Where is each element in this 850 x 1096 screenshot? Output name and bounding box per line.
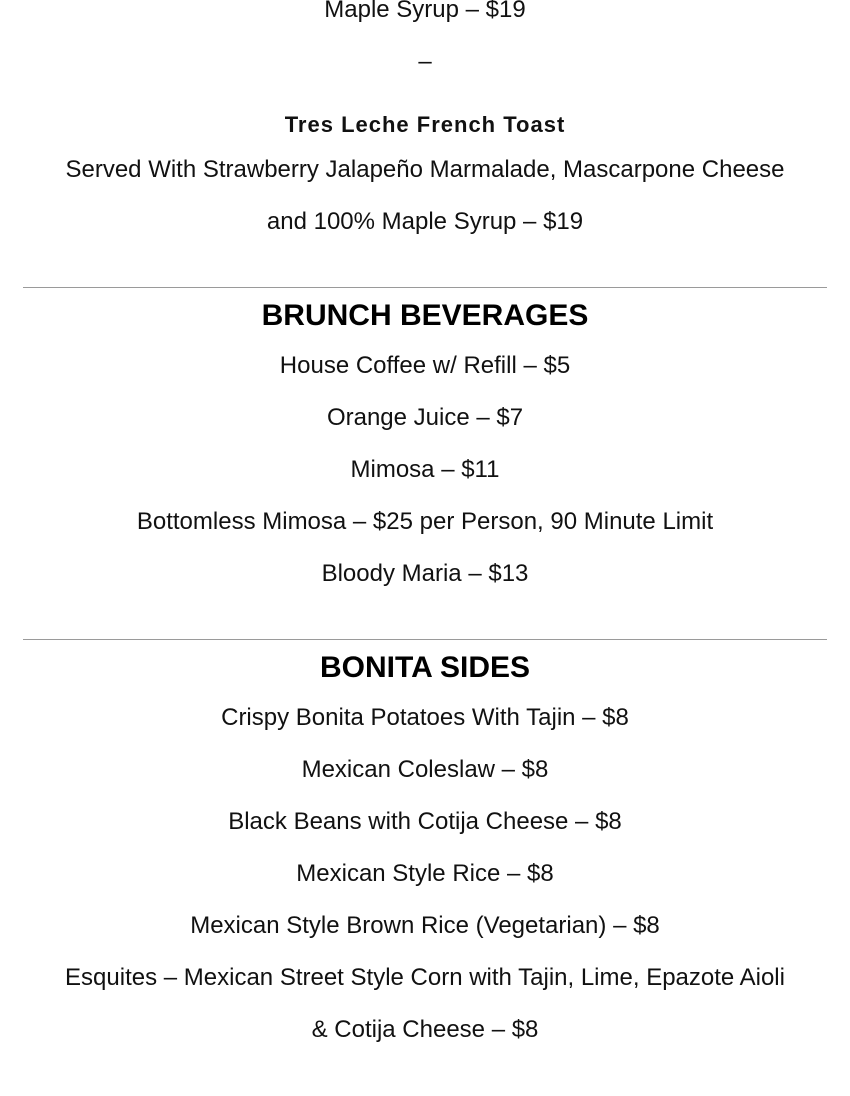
beverage-item: Orange Juice – $7 (326, 404, 524, 431)
section-title-brunch-beverages: BRUNCH BEVERAGES (261, 299, 589, 332)
section-divider (23, 287, 827, 288)
dish-description-line-1: Served With Strawberry Jalapeño Marmalade, Mascarpone Cheese (65, 156, 785, 183)
side-item: Esquites – Mexican Street Style Corn with Tajin, Lime, Epazote Aioli (65, 964, 785, 991)
side-item: Mexican Style Brown Rice (Vegetarian) – $8 (190, 912, 660, 939)
previous-dish-price-line: Maple Syrup – $19 (324, 0, 526, 23)
dish-description-line-2: and 100% Maple Syrup – $19 (266, 208, 584, 235)
beverage-item: House Coffee w/ Refill – $5 (279, 352, 571, 379)
side-item-continued: & Cotija Cheese – $8 (311, 1016, 539, 1043)
dish-name: Tres Leche French Toast (284, 112, 566, 137)
section-divider (23, 639, 827, 640)
beverage-item: Bottomless Mimosa – $25 per Person, 90 Minute Limit (136, 508, 714, 535)
bonita-sides-section (0, 650, 850, 1056)
brunch-beverages-section (0, 298, 850, 600)
beverage-item: Mimosa – $11 (350, 456, 500, 483)
side-item: Mexican Style Rice – $8 (296, 860, 554, 887)
side-item: Black Beans with Cotija Cheese – $8 (228, 808, 622, 835)
section-title-bonita-sides: BONITA SIDES (319, 651, 530, 684)
side-item: Mexican Coleslaw – $8 (301, 756, 549, 783)
dish-separator: – (418, 48, 432, 75)
menu-item-tres-leche-french-toast (0, 110, 850, 248)
side-item: Crispy Bonita Potatoes With Tajin – $8 (221, 704, 629, 731)
beverage-item: Bloody Maria – $13 (321, 560, 529, 587)
